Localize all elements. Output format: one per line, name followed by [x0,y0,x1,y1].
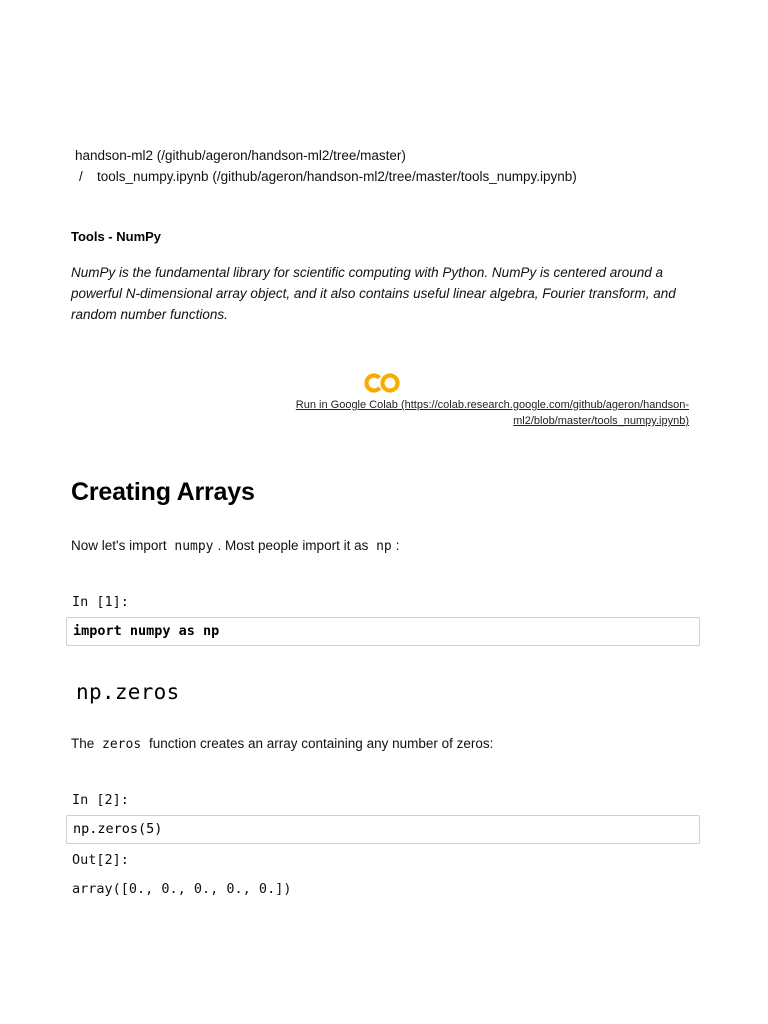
intro-paragraph: NumPy is the fundamental library for scientific computing with Python. NumPy is centered around a powerful N-dimensional array object, and it also contains useful linear algebra, Fourier transform, and random number functions. [71,265,676,322]
cell2-code-input[interactable]: np.zeros(5) [66,815,700,844]
zeros-paragraph-suffix: function creates an array containing any number of zeros: [148,736,494,751]
colab-link-line2[interactable]: ml2/blob/master/tools_numpy.ipynb) [513,415,689,427]
section-heading-creating-arrays: Creating Arrays [71,478,255,506]
import-paragraph [71,536,400,557]
cell2-output: array([0., 0., 0., 0., 0.]) [72,881,292,897]
import-paragraph-prefix: Now let's import [71,538,167,553]
section-heading-np-zeros: np.zeros [76,680,180,704]
import-paragraph-middle: . Most people import it as [217,538,369,553]
breadcrumb-file-link[interactable]: tools_numpy.ipynb (/github/ageron/handson-ml2/tree/master/tools_numpy.ipynb) [97,169,577,184]
cell2-input-prompt: In [2]: [72,792,129,808]
inline-code-zeros: zeros [102,737,142,752]
breadcrumb-file-row [75,166,577,187]
colab-link[interactable] [229,397,689,429]
zeros-paragraph-prefix: The [71,736,95,751]
colab-logo-icon[interactable] [363,371,401,395]
cell2-output-prompt: Out[2]: [72,852,129,868]
zeros-paragraph [71,734,493,755]
document-title: Tools - NumPy [71,229,162,244]
breadcrumb-separator: / [79,169,83,184]
breadcrumb-repo-link[interactable]: handson-ml2 (/github/ageron/handson-ml2/tree/master) [75,148,406,163]
cell1-code-input[interactable]: import numpy as np [66,617,700,646]
cell1-input-prompt: In [1]: [72,594,129,610]
colab-link-line1[interactable]: Run in Google Colab (https://colab.research.google.com/github/ageron/handson- [295,399,689,411]
colab-badge[interactable] [229,371,689,429]
inline-code-np: np [376,539,392,554]
inline-code-numpy: numpy [174,539,214,554]
breadcrumb [75,145,577,187]
import-paragraph-suffix: : [395,538,400,553]
